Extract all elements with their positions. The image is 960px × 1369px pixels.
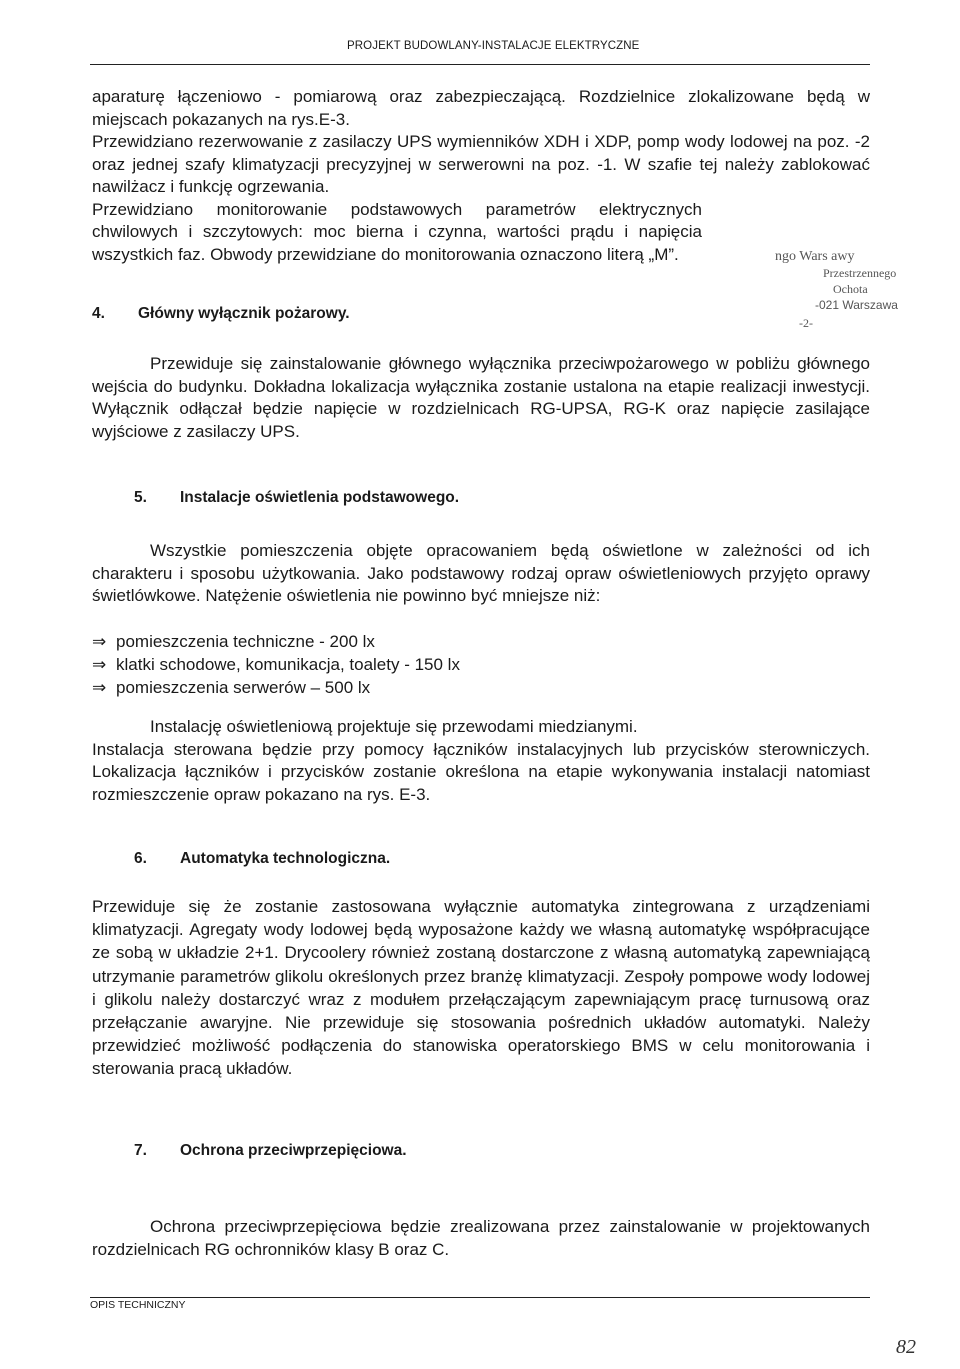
list-item	[92, 653, 460, 676]
list-item	[92, 676, 460, 699]
section-number: 4.	[92, 305, 105, 322]
section-7-heading	[134, 1142, 407, 1160]
stamp-line-5: -2-	[799, 316, 813, 330]
list-item-text: pomieszczenia techniczne - 200 lx	[116, 632, 375, 651]
section-5-heading	[134, 489, 459, 507]
double-arrow-right-icon: ⇒	[92, 655, 107, 674]
intro-paragraph-3: Przewidziano monitorowanie podstawowych parametrów elektrycznych chwilowych i szczytowych: moc bierna i czynna, wartości prądu i napięcia wszystkich faz. Obwody przewidziane do monitorowania oznaczono literą „M”.	[92, 199, 702, 264]
section-5-paragraph-1: Wszystkie pomieszczenia objęte opracowaniem będą oświetlone w zależności od ich charakteru i sposobu użytkowania. Jako podstawowy rodzaj opraw oświetleniowych przyjęto oprawy świetlówkowe. Natężenie oświetlenia nie powinno być mniejsze niż:	[92, 541, 870, 605]
section-5-paragraph-3: Instalacja sterowana będzie przy pomocy łączników instalacyjnych lub przycisków sterowniczych. Lokalizacja łączników i przycisków zostanie określona na etapie wykonywania instalacji natomiast rozmieszczenie opraw pokazano na rys. E-3.	[92, 739, 870, 804]
section-title: Instalacje oświetlenia podstawowego.	[180, 489, 460, 506]
section-4-paragraph: Przewiduje się zainstalowanie głównego wyłącznika przeciwpożarowego w pobliżu głównego wejścia do budynku. Dokładna lokalizacja wyłącznika zostanie ustalona na etapie realizacji inwestycji. Wyłącznik odłączał będzie napięcie w rozdzielnicach RG-UPSA, RG-K oraz napięcie zasilające wyjściowe z zasilaczy UPS.	[92, 354, 870, 441]
section-6-heading	[134, 850, 390, 868]
section-7-paragraph: Ochrona przeciwprzepięciowa będzie zrealizowana przez zainstalowanie w projektowanych rozdzielnicach RG ochronników klasy B oraz C.	[92, 1217, 870, 1259]
section-5-body	[92, 540, 870, 608]
list-item-text: pomieszczenia serwerów – 500 lx	[116, 678, 371, 697]
official-stamp	[735, 248, 905, 338]
list-item	[92, 630, 460, 653]
list-item-text: klatki schodowe, komunikacja, toalety - 150 lx	[116, 655, 460, 674]
footer-rule	[90, 1297, 870, 1298]
section-6-paragraph: Przewiduje się że zostanie zastosowana wyłącznie automatyka zintegrowana z urządzeniami klimatyzacji. Agregaty wody lodowej będą wyposażone każdy we własną automatykę współpracujące ze sobą w układzie 2+1. Drycoolery również zostaną dostarczone z własną automatyką zapewniającą utrzymanie parametrów glikolu określonych przez branżę klimatyzacji. Zespoły pompowe wody lodowej i glikolu należy dostarczyć wraz z modułem przełączającym zapewniającym pracę turnusową oraz przełączanie awaryjne. Nie przewiduje się stosowania pośrednich układów automatyki. Należy przewidzieć możliwość podłączenia do stanowiska operatorskiego BMS w celu monitorowania i sterowania pracą układów.	[92, 897, 870, 1079]
section-5-paragraph-2: Instalację oświetleniową projektuje się przewodami miedzianymi.	[150, 717, 638, 736]
section-6-body	[92, 895, 870, 1081]
intro-paragraph-2: Przewidziano rezerwowanie z zasilaczy UPS wymienników XDH i XDP, pomp wody lodowej na poz. -2 oraz jednej szafy klimatyzacji precyzyjnej w serwerowni na poz. -1. W szafie tej należy zablokować nawilżacz i funkcję ogrzewania.	[92, 132, 870, 196]
page-number: 82	[896, 1336, 916, 1358]
double-arrow-right-icon: ⇒	[92, 632, 107, 651]
section-4-body	[92, 353, 870, 443]
section-title: Ochrona przeciwprzepięciowa.	[180, 1142, 407, 1159]
stamp-line-4: -021 Warszawa	[815, 298, 898, 312]
header-rule	[90, 64, 870, 65]
page-header: PROJEKT BUDOWLANY-INSTALACJE ELEKTRYCZNE	[347, 40, 640, 52]
page-footer: OPIS TECHNICZNY	[90, 1299, 186, 1311]
section-4-heading	[92, 305, 350, 323]
intro-block	[92, 86, 870, 266]
stamp-line-1: ngo Wars awy	[775, 249, 855, 264]
illuminance-list	[92, 630, 460, 699]
section-number: 6.	[134, 850, 147, 867]
section-number: 5.	[134, 489, 147, 506]
double-arrow-right-icon: ⇒	[92, 678, 107, 697]
section-number: 7.	[134, 1142, 147, 1159]
section-7-body	[92, 1216, 870, 1261]
section-title: Główny wyłącznik pożarowy.	[138, 305, 350, 322]
intro-paragraph-1: aparaturę łączeniowo - pomiarową oraz zabezpieczającą. Rozdzielnice zlokalizowane będą w miejscach pokazanych na rys.E-3.	[92, 87, 870, 129]
section-5-body-2	[92, 716, 870, 806]
stamp-line-3: Ochota	[833, 282, 868, 296]
section-title: Automatyka technologiczna.	[180, 850, 391, 867]
stamp-line-2: Przestrzennego	[823, 266, 897, 280]
